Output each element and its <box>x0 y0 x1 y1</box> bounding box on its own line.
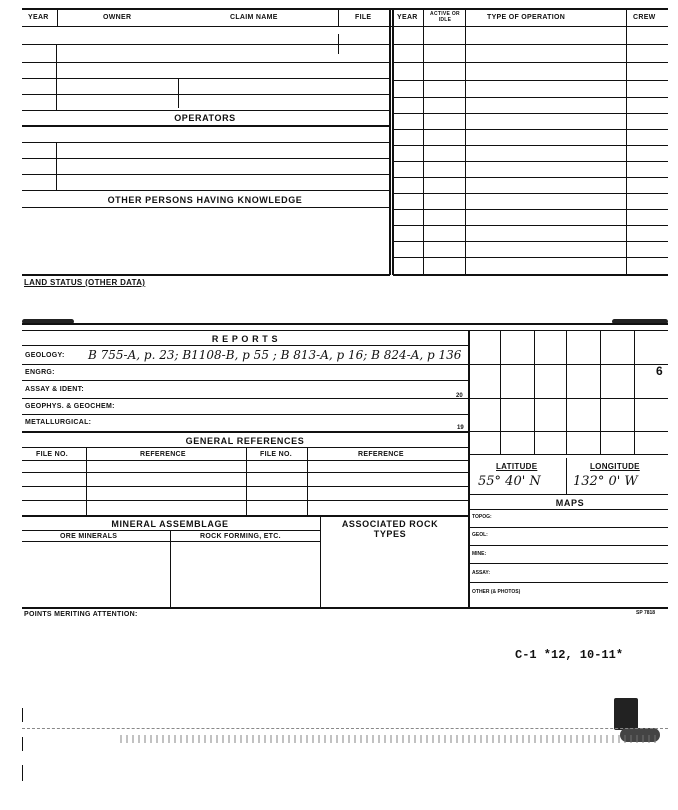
other-photos-label: OTHER (& PHOTOS) <box>472 589 521 595</box>
row-line <box>22 274 390 276</box>
latitude-value: 55° 40' N <box>478 474 541 489</box>
crew-header: CREW <box>633 14 656 21</box>
row-line <box>22 414 468 415</box>
rock-forming-header: ROCK FORMING, ETC. <box>200 533 281 540</box>
center-divider <box>389 9 391 275</box>
top-border <box>22 8 668 10</box>
row-line <box>470 582 668 583</box>
row-line <box>22 125 389 127</box>
reports-top-border <box>22 323 668 325</box>
scan-noise <box>120 735 660 743</box>
grid-line <box>470 454 668 455</box>
scan-line <box>22 728 668 729</box>
row-line <box>22 486 468 487</box>
row-line <box>470 494 668 495</box>
row-line <box>393 145 668 146</box>
row-line <box>22 530 320 531</box>
divider <box>626 9 627 275</box>
row-line <box>393 80 668 81</box>
row-line <box>393 257 668 258</box>
row-line <box>470 563 668 564</box>
row-line <box>393 241 668 242</box>
row-line <box>22 78 389 79</box>
row-line <box>393 113 668 114</box>
row-line <box>470 545 668 546</box>
metallurgical-label: METALLURGICAL: <box>25 419 92 426</box>
grid-line <box>470 364 668 365</box>
topog-label: TOPOG: <box>472 514 492 520</box>
row-line <box>22 607 668 609</box>
engrg-label: ENGRG: <box>25 369 55 376</box>
divider <box>178 78 179 108</box>
row-line <box>393 225 668 226</box>
land-status-label: LAND STATUS (OTHER DATA) <box>24 278 146 287</box>
operators-label: OPERATORS <box>174 113 236 123</box>
row-line <box>393 209 668 210</box>
row-line <box>22 207 389 208</box>
grid-line <box>470 431 668 432</box>
row-line <box>393 274 668 276</box>
form-number: SP 7818 <box>636 610 656 616</box>
active-or-idle-header: ACTIVE OR IDLE <box>430 11 460 23</box>
row-line <box>470 527 668 528</box>
divider <box>465 9 466 275</box>
reports-title: R E P O R T S <box>211 334 279 344</box>
file-no-header: FILE NO. <box>36 451 68 458</box>
center-divider <box>392 9 394 275</box>
divider <box>307 447 308 515</box>
reference-header: REFERENCE <box>140 451 186 458</box>
assay-label: ASSAY: <box>472 570 491 576</box>
longitude-label: LONGITUDE <box>590 462 640 471</box>
divider <box>56 44 57 110</box>
ink-blot <box>614 698 638 730</box>
row-line <box>22 174 389 175</box>
grid-line <box>534 330 535 454</box>
row-line <box>22 62 389 63</box>
longitude-value: 132° 0' W <box>573 474 638 489</box>
geology-value: B 755-A, p. 23; B1108-B, p 55 ; B 813-A, p 16; B 824-A, p 136 <box>88 348 462 362</box>
row-line <box>22 380 468 381</box>
divider <box>320 515 321 607</box>
year-header: YEAR <box>28 14 49 21</box>
scan-mark <box>22 737 23 751</box>
row-line <box>22 515 468 517</box>
row-line <box>22 158 389 159</box>
reports-right-divider <box>468 330 470 607</box>
scan-mark <box>22 708 23 722</box>
grid-line <box>634 330 635 454</box>
geol-label: GEOL: <box>472 532 488 538</box>
reference-header: REFERENCE <box>358 451 404 458</box>
row-line <box>22 460 468 461</box>
divider <box>423 9 424 275</box>
file-no-header: FILE NO. <box>260 451 292 458</box>
row-line <box>393 161 668 162</box>
divider <box>246 447 247 515</box>
row-line <box>22 142 389 143</box>
general-references-title: GENERAL REFERENCES <box>185 436 305 446</box>
mine-label: MINE: <box>472 551 487 557</box>
header-bottom-line <box>22 26 668 27</box>
latitude-label: LATITUDE <box>496 462 538 471</box>
row-line <box>393 177 668 178</box>
file-header: FILE <box>355 14 372 21</box>
row-line <box>393 44 668 45</box>
grid-line <box>500 330 501 454</box>
reports-top-line <box>22 330 668 331</box>
divider <box>338 34 339 54</box>
row-line <box>22 431 468 433</box>
row-line <box>22 541 320 542</box>
row-line <box>22 94 389 95</box>
file-stamp: C-1 *12, 10-11* <box>515 648 624 662</box>
divider <box>56 142 57 190</box>
divider <box>338 9 339 26</box>
geophys-label: GEOPHYS. & GEOCHEM: <box>25 403 115 410</box>
grid-line <box>566 330 567 454</box>
maps-title: MAPS <box>555 498 585 508</box>
row-line <box>22 110 389 111</box>
margin-number: 19 <box>457 425 464 431</box>
row-line <box>22 44 389 45</box>
scan-mark <box>22 765 23 781</box>
other-persons-label: OTHER PERSONS HAVING KNOWLEDGE <box>107 195 303 205</box>
row-line <box>22 447 468 448</box>
points-meriting-attention-label: POINTS MERITING ATTENTION: <box>24 611 138 618</box>
row-line <box>22 345 468 346</box>
owner-header: OWNER <box>103 14 132 21</box>
ore-minerals-header: ORE MINERALS <box>60 533 118 540</box>
row-line <box>470 509 668 510</box>
margin-number: 20 <box>456 393 463 399</box>
row-line <box>393 129 668 130</box>
grid-line <box>470 398 668 399</box>
row-line <box>22 500 468 501</box>
mineral-assemblage-title: MINERAL ASSEMBLAGE <box>111 519 229 529</box>
assay-ident-label: ASSAY & IDENT: <box>25 386 85 393</box>
associated-rock-types-label: ASSOCIATED ROCK TYPES <box>341 519 439 539</box>
row-line <box>393 62 668 63</box>
type-of-operation-header: TYPE OF OPERATION <box>487 14 566 21</box>
row-line <box>393 97 668 98</box>
row-line <box>22 398 468 399</box>
row-line <box>22 472 468 473</box>
divider <box>57 9 58 26</box>
geology-label: GEOLOGY: <box>25 352 65 359</box>
grid-line <box>600 330 601 454</box>
side-mark: 6 <box>656 364 664 378</box>
row-line <box>22 364 468 365</box>
divider <box>86 447 87 515</box>
row-line <box>22 190 389 191</box>
claim-name-header: CLAIM NAME <box>230 14 278 21</box>
divider <box>566 458 567 494</box>
row-line <box>393 193 668 194</box>
year2-header: YEAR <box>397 14 418 21</box>
